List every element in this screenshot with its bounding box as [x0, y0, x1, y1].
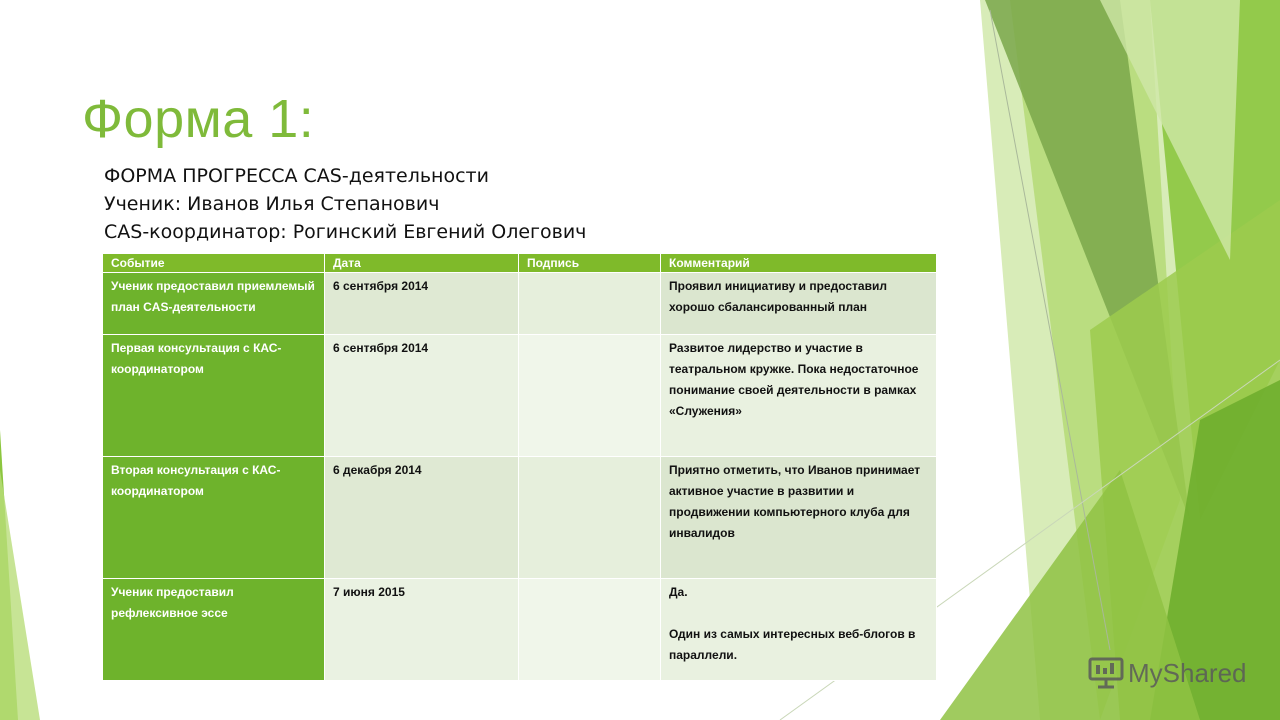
table-row [103, 579, 937, 681]
event-cell: Ученик предоставил приемлемый план CAS-деятельности [103, 273, 325, 335]
coordinator-name: CAS-координатор: Рогинский Евгений Олегович [104, 221, 587, 243]
comment-cell: Приятно отметить, что Иванов принимает активное участие в развитии и продвижении компьютерного клуба для инвалидов [661, 457, 937, 579]
signature-cell [519, 273, 661, 335]
comment-text-extra: Один из самых интересных веб-блогов в параллели. [669, 627, 916, 662]
progress-table [102, 253, 937, 681]
presentation-icon [1088, 656, 1124, 690]
column-header-date: Дата [325, 254, 519, 273]
comment-cell: Проявил инициативу и предоставил хорошо сбалансированный план [661, 273, 937, 335]
table-row [103, 457, 937, 579]
date-cell: 6 декабря 2014 [325, 457, 519, 579]
event-cell: Вторая консультация с КАС-координатором [103, 457, 325, 579]
slide-title: Форма 1: [82, 89, 315, 149]
event-cell: Первая консультация с КАС-координатором [103, 335, 325, 457]
watermark-text: MyShared [1128, 657, 1247, 688]
signature-cell [519, 457, 661, 579]
signature-cell [519, 579, 661, 681]
date-cell: 6 сентября 2014 [325, 273, 519, 335]
watermark [1088, 656, 1247, 690]
event-cell: Ученик предоставил рефлексивное эссе [103, 579, 325, 681]
student-name: Ученик: Иванов Илья Степанович [104, 193, 440, 215]
form-header [104, 162, 586, 246]
table-header-row [103, 254, 937, 273]
comment-cell: Развитое лидерство и участие в театральном кружке. Пока недостаточное понимание своей деятельности в рамках «Служения» [661, 335, 937, 457]
form-title: ФОРМА ПРОГРЕССА CAS-деятельности [104, 165, 489, 187]
column-header-signature: Подпись [519, 254, 661, 273]
column-header-event: Событие [103, 254, 325, 273]
comment-text: Да. [669, 585, 688, 599]
signature-cell [519, 335, 661, 457]
column-header-comment: Комментарий [661, 254, 937, 273]
comment-cell [661, 579, 937, 681]
table-row [103, 335, 937, 457]
date-cell: 6 сентября 2014 [325, 335, 519, 457]
date-cell: 7 июня 2015 [325, 579, 519, 681]
table-row [103, 273, 937, 335]
